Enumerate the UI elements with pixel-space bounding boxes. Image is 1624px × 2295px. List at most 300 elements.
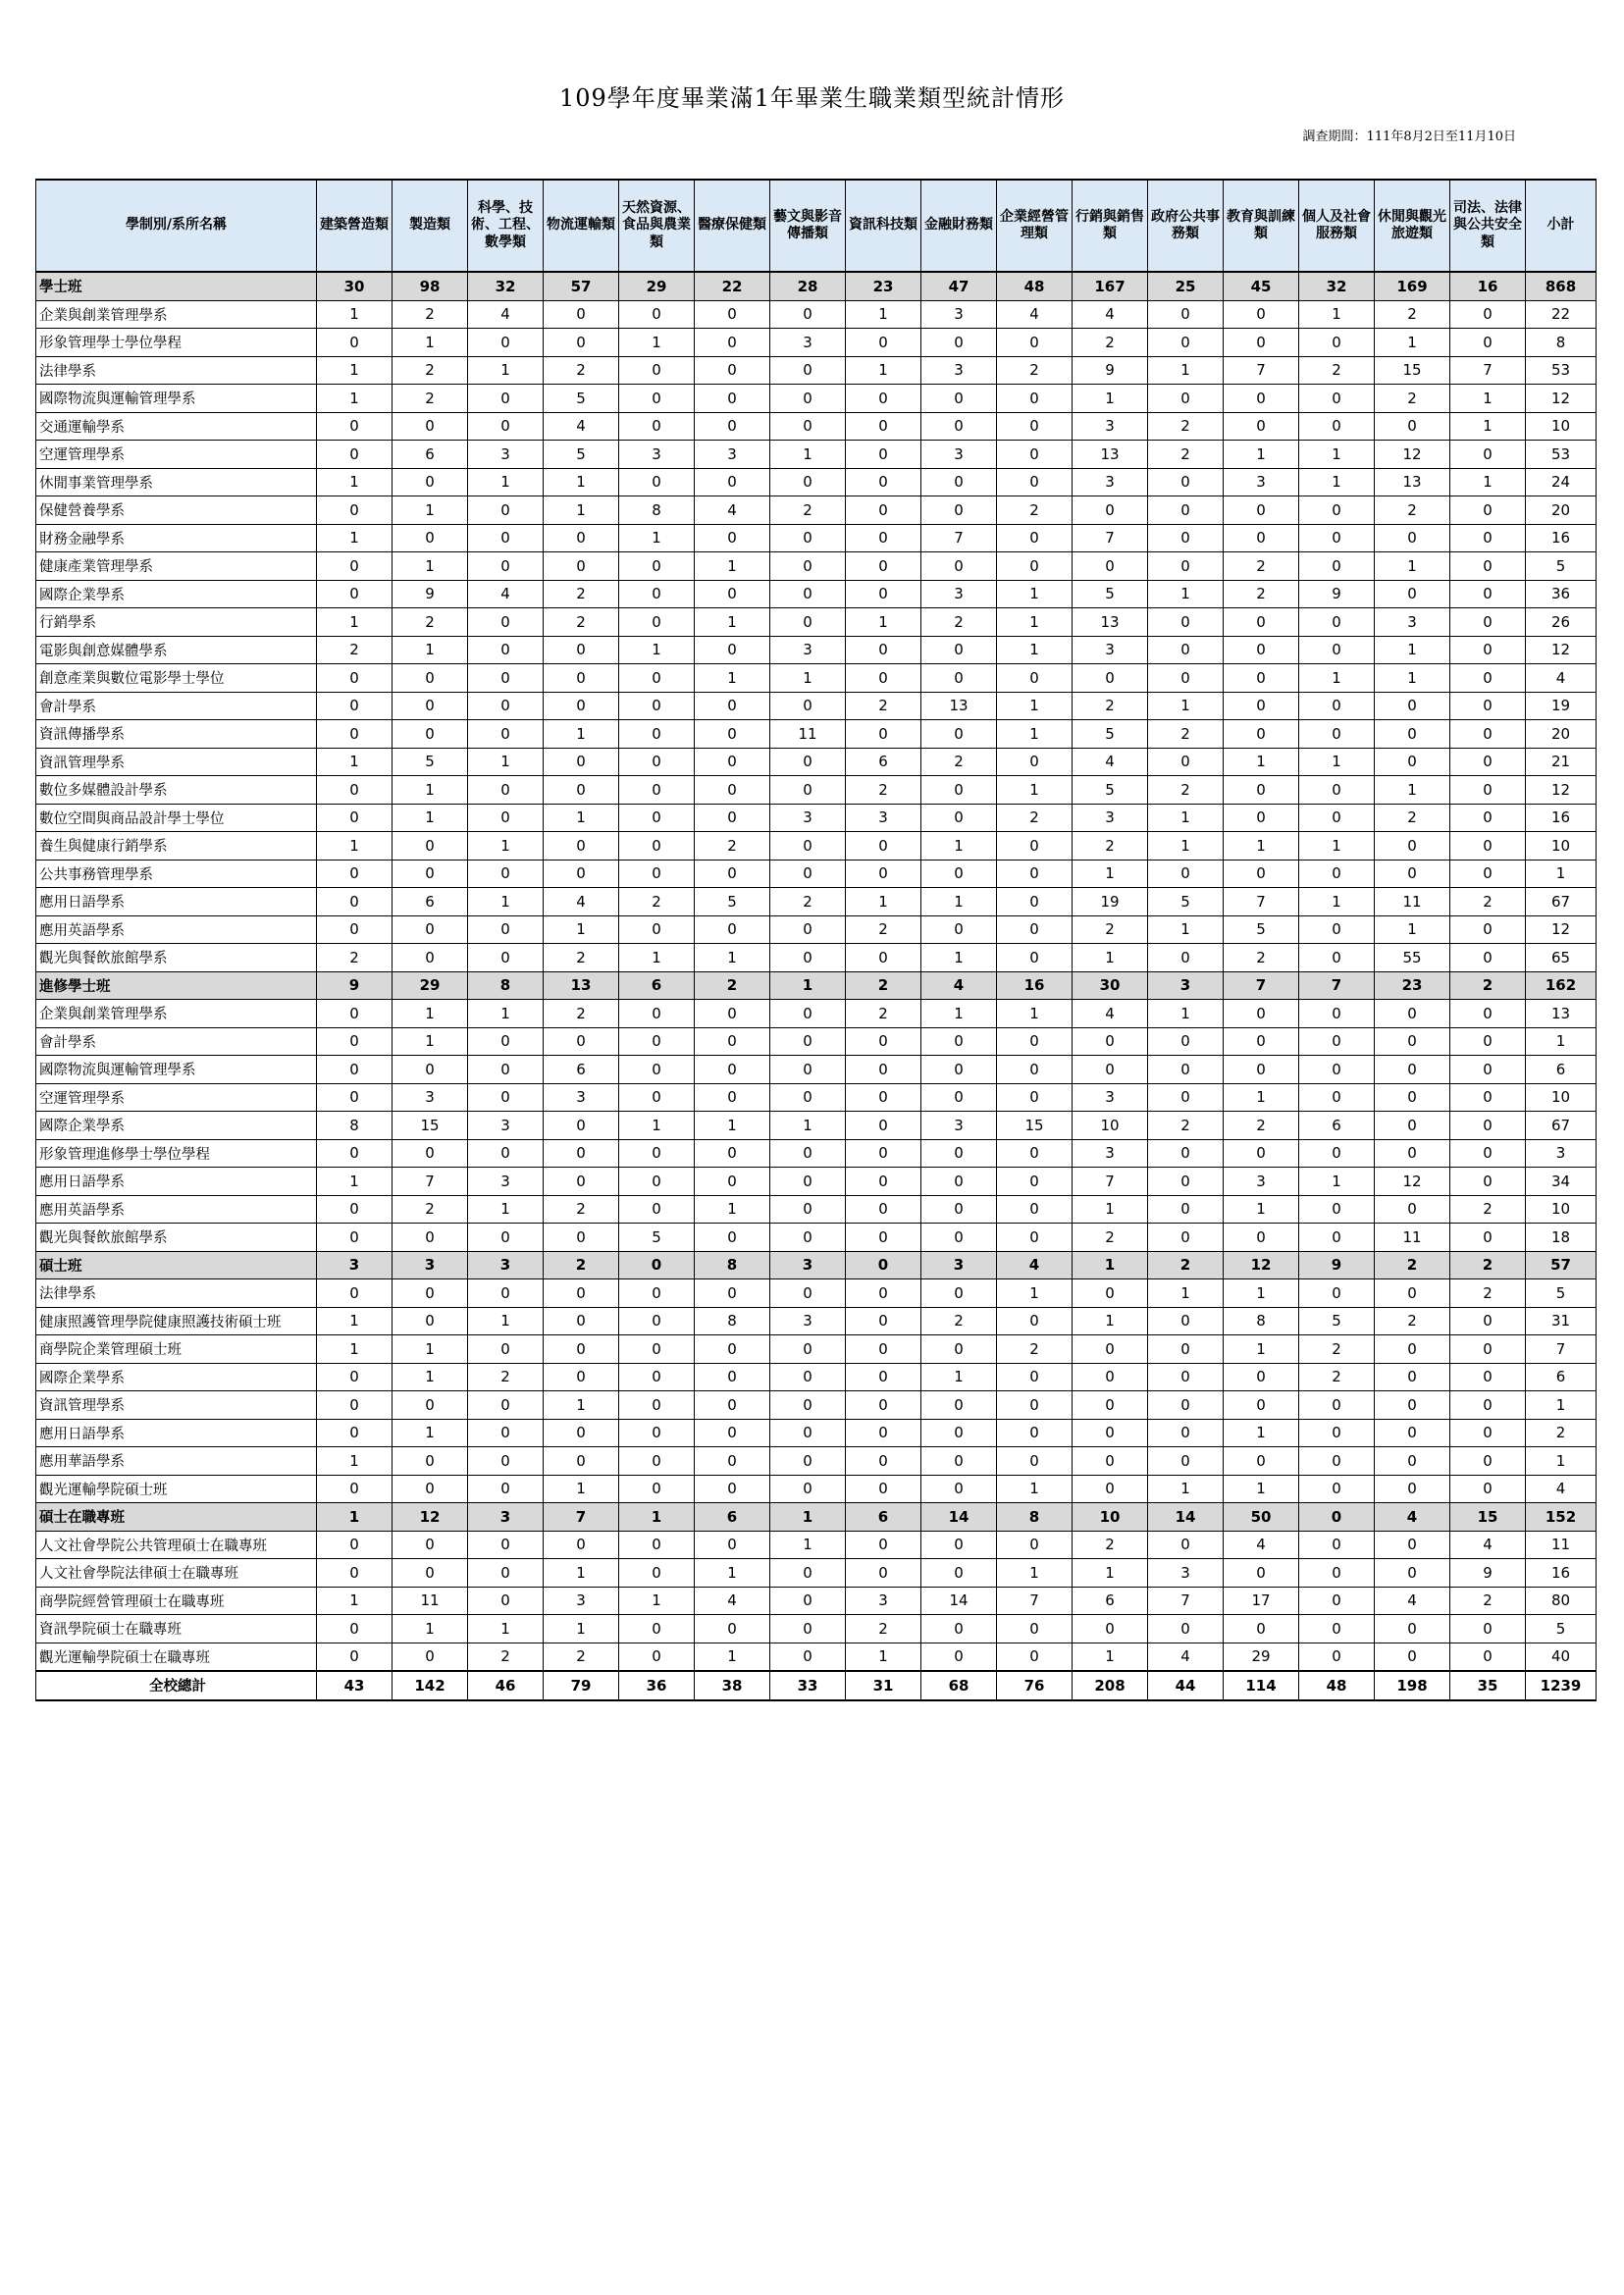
table-row — [36, 552, 1597, 581]
count-cell: 0 — [1148, 552, 1224, 581]
count-cell: 0 — [468, 1531, 544, 1559]
count-cell: 0 — [695, 720, 770, 749]
count-cell: 0 — [619, 692, 695, 720]
count-cell: 1 — [1450, 468, 1526, 496]
count-cell: 0 — [846, 385, 921, 413]
count-cell: 1 — [468, 1615, 544, 1643]
count-cell: 2 — [544, 356, 619, 385]
row-label: 資訊管理學系 — [36, 748, 317, 776]
table-row — [36, 860, 1597, 888]
count-cell: 0 — [544, 1027, 619, 1056]
subtotal-cell: 10 — [1526, 1195, 1597, 1224]
count-cell: 48 — [1299, 1671, 1375, 1700]
count-cell: 0 — [997, 1447, 1073, 1476]
column-header: 休閒與觀光旅遊類 — [1375, 180, 1450, 272]
count-cell: 3 — [1224, 1168, 1299, 1196]
count-cell: 0 — [1375, 1391, 1450, 1420]
table-row — [36, 1168, 1597, 1196]
count-cell: 0 — [1375, 412, 1450, 441]
count-cell: 50 — [1224, 1503, 1299, 1532]
count-cell: 0 — [695, 1363, 770, 1391]
count-cell: 0 — [921, 468, 997, 496]
count-cell: 2 — [619, 888, 695, 916]
count-cell: 0 — [921, 1391, 997, 1420]
count-cell: 0 — [544, 1307, 619, 1335]
count-cell: 1 — [619, 1503, 695, 1532]
count-cell: 0 — [997, 1419, 1073, 1447]
count-cell: 7 — [1224, 888, 1299, 916]
count-cell: 4 — [1224, 1531, 1299, 1559]
count-cell: 3 — [1073, 1139, 1148, 1168]
count-cell: 0 — [1224, 1224, 1299, 1252]
subtotal-cell: 5 — [1526, 1279, 1597, 1308]
count-cell: 0 — [619, 1335, 695, 1364]
count-cell: 15 — [393, 1112, 468, 1140]
count-cell: 1 — [1224, 1475, 1299, 1503]
count-cell: 0 — [997, 915, 1073, 944]
count-cell: 0 — [770, 1475, 846, 1503]
count-cell: 0 — [997, 1224, 1073, 1252]
count-cell: 6 — [544, 1056, 619, 1084]
row-label: 應用日語學系 — [36, 1419, 317, 1447]
count-cell: 0 — [921, 720, 997, 749]
count-cell: 0 — [846, 1168, 921, 1196]
row-label: 空運管理學系 — [36, 441, 317, 469]
count-cell: 0 — [770, 1447, 846, 1476]
count-cell: 1 — [1148, 356, 1224, 385]
count-cell: 48 — [997, 272, 1073, 300]
count-cell: 2 — [1148, 1112, 1224, 1140]
count-cell: 9 — [317, 971, 393, 1000]
subtotal-cell: 21 — [1526, 748, 1597, 776]
count-cell: 13 — [1073, 608, 1148, 637]
count-cell: 0 — [619, 1027, 695, 1056]
count-cell: 4 — [997, 1251, 1073, 1279]
count-cell: 8 — [468, 971, 544, 1000]
count-cell: 0 — [468, 1419, 544, 1447]
count-cell: 9 — [393, 580, 468, 608]
column-header: 金融財務類 — [921, 180, 997, 272]
count-cell: 0 — [846, 1335, 921, 1364]
count-cell: 0 — [1299, 329, 1375, 357]
count-cell: 3 — [695, 441, 770, 469]
count-cell: 2 — [393, 1195, 468, 1224]
count-cell: 0 — [544, 636, 619, 664]
count-cell: 5 — [544, 385, 619, 413]
count-cell: 33 — [770, 1671, 846, 1700]
count-cell: 208 — [1073, 1671, 1148, 1700]
count-cell: 114 — [1224, 1671, 1299, 1700]
count-cell: 46 — [468, 1671, 544, 1700]
count-cell: 2 — [544, 1000, 619, 1028]
count-cell: 0 — [1148, 1056, 1224, 1084]
count-cell: 0 — [468, 1224, 544, 1252]
count-cell: 0 — [1375, 1000, 1450, 1028]
subtotal-cell: 12 — [1526, 385, 1597, 413]
subtotal-cell: 3 — [1526, 1139, 1597, 1168]
count-cell: 0 — [1224, 664, 1299, 693]
count-cell: 0 — [317, 1363, 393, 1391]
count-cell: 2 — [1375, 385, 1450, 413]
count-cell: 3 — [1375, 608, 1450, 637]
count-cell: 0 — [1224, 608, 1299, 637]
column-header: 藝文與影音傳播類 — [770, 180, 846, 272]
table-row — [36, 468, 1597, 496]
count-cell: 1 — [544, 468, 619, 496]
count-cell: 32 — [1299, 272, 1375, 300]
row-label: 會計學系 — [36, 692, 317, 720]
count-cell: 0 — [544, 1279, 619, 1308]
count-cell: 0 — [544, 1224, 619, 1252]
count-cell: 12 — [1375, 1168, 1450, 1196]
count-cell: 0 — [468, 1083, 544, 1112]
count-cell: 0 — [1224, 329, 1299, 357]
row-label: 學士班 — [36, 272, 317, 300]
count-cell: 2 — [1450, 888, 1526, 916]
count-cell: 1 — [770, 1112, 846, 1140]
count-cell: 2 — [1073, 692, 1148, 720]
count-cell: 25 — [1148, 272, 1224, 300]
count-cell: 2 — [1224, 580, 1299, 608]
count-cell: 0 — [846, 441, 921, 469]
count-cell: 1 — [393, 776, 468, 805]
group-row — [36, 971, 1597, 1000]
count-cell: 1 — [1299, 888, 1375, 916]
count-cell: 1 — [468, 1195, 544, 1224]
subtotal-cell: 13 — [1526, 1000, 1597, 1028]
count-cell: 43 — [317, 1671, 393, 1700]
page-title: 109學年度畢業滿1年畢業生職業類型統計情形 — [558, 84, 1066, 112]
count-cell: 10 — [1073, 1112, 1148, 1140]
subtotal-cell: 12 — [1526, 915, 1597, 944]
count-cell: 0 — [846, 1531, 921, 1559]
count-cell: 0 — [997, 748, 1073, 776]
count-cell: 0 — [1224, 412, 1299, 441]
count-cell: 1 — [393, 1615, 468, 1643]
count-cell: 0 — [921, 1335, 997, 1364]
row-label: 應用英語學系 — [36, 915, 317, 944]
count-cell: 3 — [1148, 971, 1224, 1000]
count-cell: 0 — [921, 1643, 997, 1671]
count-cell: 0 — [317, 1056, 393, 1084]
count-cell: 2 — [393, 300, 468, 329]
count-cell: 3 — [619, 441, 695, 469]
count-cell: 0 — [1299, 1559, 1375, 1588]
count-cell: 0 — [770, 776, 846, 805]
count-cell: 0 — [695, 1279, 770, 1308]
count-cell: 0 — [770, 1083, 846, 1112]
row-label: 財務金融學系 — [36, 524, 317, 552]
count-cell: 0 — [921, 1279, 997, 1308]
count-cell: 3 — [544, 1587, 619, 1615]
row-label: 觀光運輸學院碩士班 — [36, 1475, 317, 1503]
row-label: 應用英語學系 — [36, 1195, 317, 1224]
table-row — [36, 1195, 1597, 1224]
count-cell: 0 — [1299, 496, 1375, 525]
count-cell: 1 — [1073, 1195, 1148, 1224]
count-cell: 1 — [393, 329, 468, 357]
count-cell: 0 — [544, 832, 619, 861]
count-cell: 1 — [997, 636, 1073, 664]
count-cell: 2 — [997, 496, 1073, 525]
count-cell: 0 — [997, 1027, 1073, 1056]
count-cell: 0 — [619, 832, 695, 861]
table-row — [36, 748, 1597, 776]
count-cell: 0 — [1450, 441, 1526, 469]
count-cell: 0 — [997, 1168, 1073, 1196]
count-cell: 29 — [1224, 1643, 1299, 1671]
count-cell: 0 — [1299, 1447, 1375, 1476]
count-cell: 1 — [1375, 776, 1450, 805]
count-cell: 0 — [770, 1027, 846, 1056]
row-label: 觀光與餐飲旅館學系 — [36, 944, 317, 972]
count-cell: 2 — [1224, 1112, 1299, 1140]
count-cell: 0 — [393, 1475, 468, 1503]
count-cell: 2 — [1148, 776, 1224, 805]
count-cell: 36 — [619, 1671, 695, 1700]
count-cell: 13 — [921, 692, 997, 720]
count-cell: 14 — [921, 1587, 997, 1615]
count-cell: 35 — [1450, 1671, 1526, 1700]
subtotal-cell: 5 — [1526, 552, 1597, 581]
count-cell: 0 — [468, 1587, 544, 1615]
count-cell: 1 — [1224, 441, 1299, 469]
count-cell: 1 — [468, 1307, 544, 1335]
table-row — [36, 915, 1597, 944]
subtotal-cell: 57 — [1526, 1251, 1597, 1279]
count-cell: 1 — [695, 1559, 770, 1588]
count-cell: 0 — [1450, 832, 1526, 861]
count-cell: 13 — [1073, 441, 1148, 469]
count-cell: 11 — [393, 1587, 468, 1615]
subtotal-cell: 7 — [1526, 1335, 1597, 1364]
count-cell: 0 — [619, 300, 695, 329]
count-cell: 1 — [1450, 385, 1526, 413]
count-cell: 0 — [1148, 1419, 1224, 1447]
count-cell: 0 — [695, 524, 770, 552]
table-row — [36, 1559, 1597, 1588]
count-cell: 0 — [1224, 524, 1299, 552]
count-cell: 0 — [1450, 1168, 1526, 1196]
count-cell: 0 — [393, 412, 468, 441]
count-cell: 3 — [921, 356, 997, 385]
count-cell: 2 — [1224, 552, 1299, 581]
count-cell: 1 — [544, 1615, 619, 1643]
row-label: 觀光運輸學院碩士在職專班 — [36, 1643, 317, 1671]
count-cell: 1 — [468, 888, 544, 916]
count-cell: 0 — [468, 944, 544, 972]
count-cell: 1 — [1299, 468, 1375, 496]
count-cell: 0 — [695, 356, 770, 385]
count-cell: 0 — [619, 664, 695, 693]
count-cell: 3 — [468, 1168, 544, 1196]
count-cell: 0 — [468, 1475, 544, 1503]
count-cell: 9 — [1073, 356, 1148, 385]
count-cell: 2 — [1299, 356, 1375, 385]
count-cell: 1 — [1375, 329, 1450, 357]
column-header: 物流運輸類 — [544, 180, 619, 272]
row-label: 形象管理學士學位學程 — [36, 329, 317, 357]
count-cell: 0 — [1299, 1279, 1375, 1308]
count-cell: 0 — [393, 524, 468, 552]
count-cell: 0 — [468, 1139, 544, 1168]
count-cell: 0 — [1073, 1447, 1148, 1476]
count-cell: 2 — [695, 971, 770, 1000]
count-cell: 0 — [1299, 552, 1375, 581]
subtotal-cell: 2 — [1526, 1419, 1597, 1447]
count-cell: 1 — [544, 804, 619, 832]
count-cell: 1 — [317, 608, 393, 637]
count-cell: 198 — [1375, 1671, 1450, 1700]
count-cell: 0 — [997, 329, 1073, 357]
count-cell: 1 — [1299, 1168, 1375, 1196]
count-cell: 4 — [997, 300, 1073, 329]
count-cell: 0 — [317, 1559, 393, 1588]
count-cell: 0 — [468, 552, 544, 581]
count-cell: 1 — [468, 468, 544, 496]
table-row — [36, 1112, 1597, 1140]
count-cell: 0 — [770, 356, 846, 385]
table-row — [36, 496, 1597, 525]
count-cell: 2 — [1073, 915, 1148, 944]
row-label: 數位空間與商品設計學士學位 — [36, 804, 317, 832]
count-cell: 0 — [619, 1559, 695, 1588]
count-cell: 0 — [619, 385, 695, 413]
count-cell: 3 — [921, 441, 997, 469]
count-cell: 1 — [997, 580, 1073, 608]
count-cell: 0 — [317, 1531, 393, 1559]
count-cell: 0 — [317, 804, 393, 832]
row-label: 應用日語學系 — [36, 888, 317, 916]
count-cell: 4 — [468, 300, 544, 329]
count-cell: 0 — [846, 1112, 921, 1140]
row-label: 國際企業學系 — [36, 580, 317, 608]
count-cell: 3 — [921, 1251, 997, 1279]
subtotal-cell: 36 — [1526, 580, 1597, 608]
count-cell: 0 — [1450, 915, 1526, 944]
count-cell: 0 — [1299, 524, 1375, 552]
count-cell: 0 — [1299, 1475, 1375, 1503]
count-cell: 0 — [317, 692, 393, 720]
subtotal-cell: 12 — [1526, 776, 1597, 805]
count-cell: 0 — [770, 915, 846, 944]
row-label: 空運管理學系 — [36, 1083, 317, 1112]
count-cell: 2 — [997, 1335, 1073, 1364]
count-cell: 2 — [846, 915, 921, 944]
count-cell: 0 — [1148, 1027, 1224, 1056]
count-cell: 0 — [1148, 1139, 1224, 1168]
count-cell: 1 — [770, 1503, 846, 1532]
count-cell: 0 — [1148, 1615, 1224, 1643]
count-cell: 0 — [1299, 636, 1375, 664]
count-cell: 1 — [619, 524, 695, 552]
count-cell: 16 — [1450, 272, 1526, 300]
row-label: 應用日語學系 — [36, 1168, 317, 1196]
count-cell: 0 — [1224, 385, 1299, 413]
count-cell: 0 — [695, 915, 770, 944]
count-cell: 0 — [1148, 1224, 1224, 1252]
count-cell: 3 — [846, 804, 921, 832]
count-cell: 0 — [1148, 636, 1224, 664]
subtotal-cell: 8 — [1526, 329, 1597, 357]
count-cell: 1 — [393, 1335, 468, 1364]
count-cell: 0 — [1375, 1419, 1450, 1447]
count-cell: 0 — [846, 468, 921, 496]
count-cell: 6 — [393, 441, 468, 469]
subtotal-cell: 1 — [1526, 1391, 1597, 1420]
count-cell: 0 — [1450, 1335, 1526, 1364]
count-cell: 1 — [317, 1447, 393, 1476]
count-cell: 4 — [695, 496, 770, 525]
count-cell: 0 — [619, 1475, 695, 1503]
subtotal-cell: 53 — [1526, 441, 1597, 469]
count-cell: 0 — [1299, 720, 1375, 749]
count-cell: 1 — [468, 832, 544, 861]
count-cell: 11 — [1375, 888, 1450, 916]
count-cell: 1 — [468, 748, 544, 776]
count-cell: 4 — [544, 888, 619, 916]
count-cell: 0 — [921, 329, 997, 357]
count-cell: 2 — [921, 1307, 997, 1335]
count-cell: 0 — [846, 664, 921, 693]
count-cell: 0 — [1073, 1279, 1148, 1308]
count-cell: 0 — [1224, 1391, 1299, 1420]
count-cell: 3 — [770, 804, 846, 832]
count-cell: 0 — [1450, 944, 1526, 972]
count-cell: 0 — [1299, 1419, 1375, 1447]
count-cell: 0 — [468, 385, 544, 413]
count-cell: 1 — [544, 496, 619, 525]
table-row — [36, 441, 1597, 469]
count-cell: 0 — [770, 692, 846, 720]
count-cell: 0 — [1450, 1056, 1526, 1084]
column-header: 天然資源、食品與農業類 — [619, 180, 695, 272]
row-label: 企業與創業管理學系 — [36, 1000, 317, 1028]
count-cell: 0 — [317, 1027, 393, 1056]
count-cell: 2 — [1148, 720, 1224, 749]
count-cell: 0 — [619, 720, 695, 749]
count-cell: 3 — [921, 580, 997, 608]
table-row — [36, 1587, 1597, 1615]
count-cell: 0 — [1450, 552, 1526, 581]
count-cell: 0 — [1073, 1056, 1148, 1084]
count-cell: 0 — [1224, 1000, 1299, 1028]
table-row — [36, 385, 1597, 413]
count-cell: 0 — [695, 1391, 770, 1420]
count-cell: 0 — [770, 300, 846, 329]
count-cell: 0 — [544, 776, 619, 805]
count-cell: 1 — [770, 971, 846, 1000]
count-cell: 23 — [846, 272, 921, 300]
count-cell: 0 — [770, 385, 846, 413]
count-cell: 0 — [1375, 832, 1450, 861]
count-cell: 0 — [846, 1307, 921, 1335]
count-cell: 0 — [1299, 1643, 1375, 1671]
count-cell: 3 — [1073, 468, 1148, 496]
count-cell: 7 — [1224, 356, 1299, 385]
count-cell: 0 — [997, 944, 1073, 972]
count-cell: 0 — [1375, 1447, 1450, 1476]
count-cell: 0 — [1375, 1335, 1450, 1364]
count-cell: 0 — [770, 1056, 846, 1084]
subtotal-cell: 16 — [1526, 804, 1597, 832]
count-cell: 3 — [770, 636, 846, 664]
count-cell: 7 — [1073, 524, 1148, 552]
count-cell: 0 — [695, 300, 770, 329]
count-cell: 0 — [1224, 300, 1299, 329]
count-cell: 0 — [921, 1475, 997, 1503]
count-cell: 0 — [921, 1168, 997, 1196]
